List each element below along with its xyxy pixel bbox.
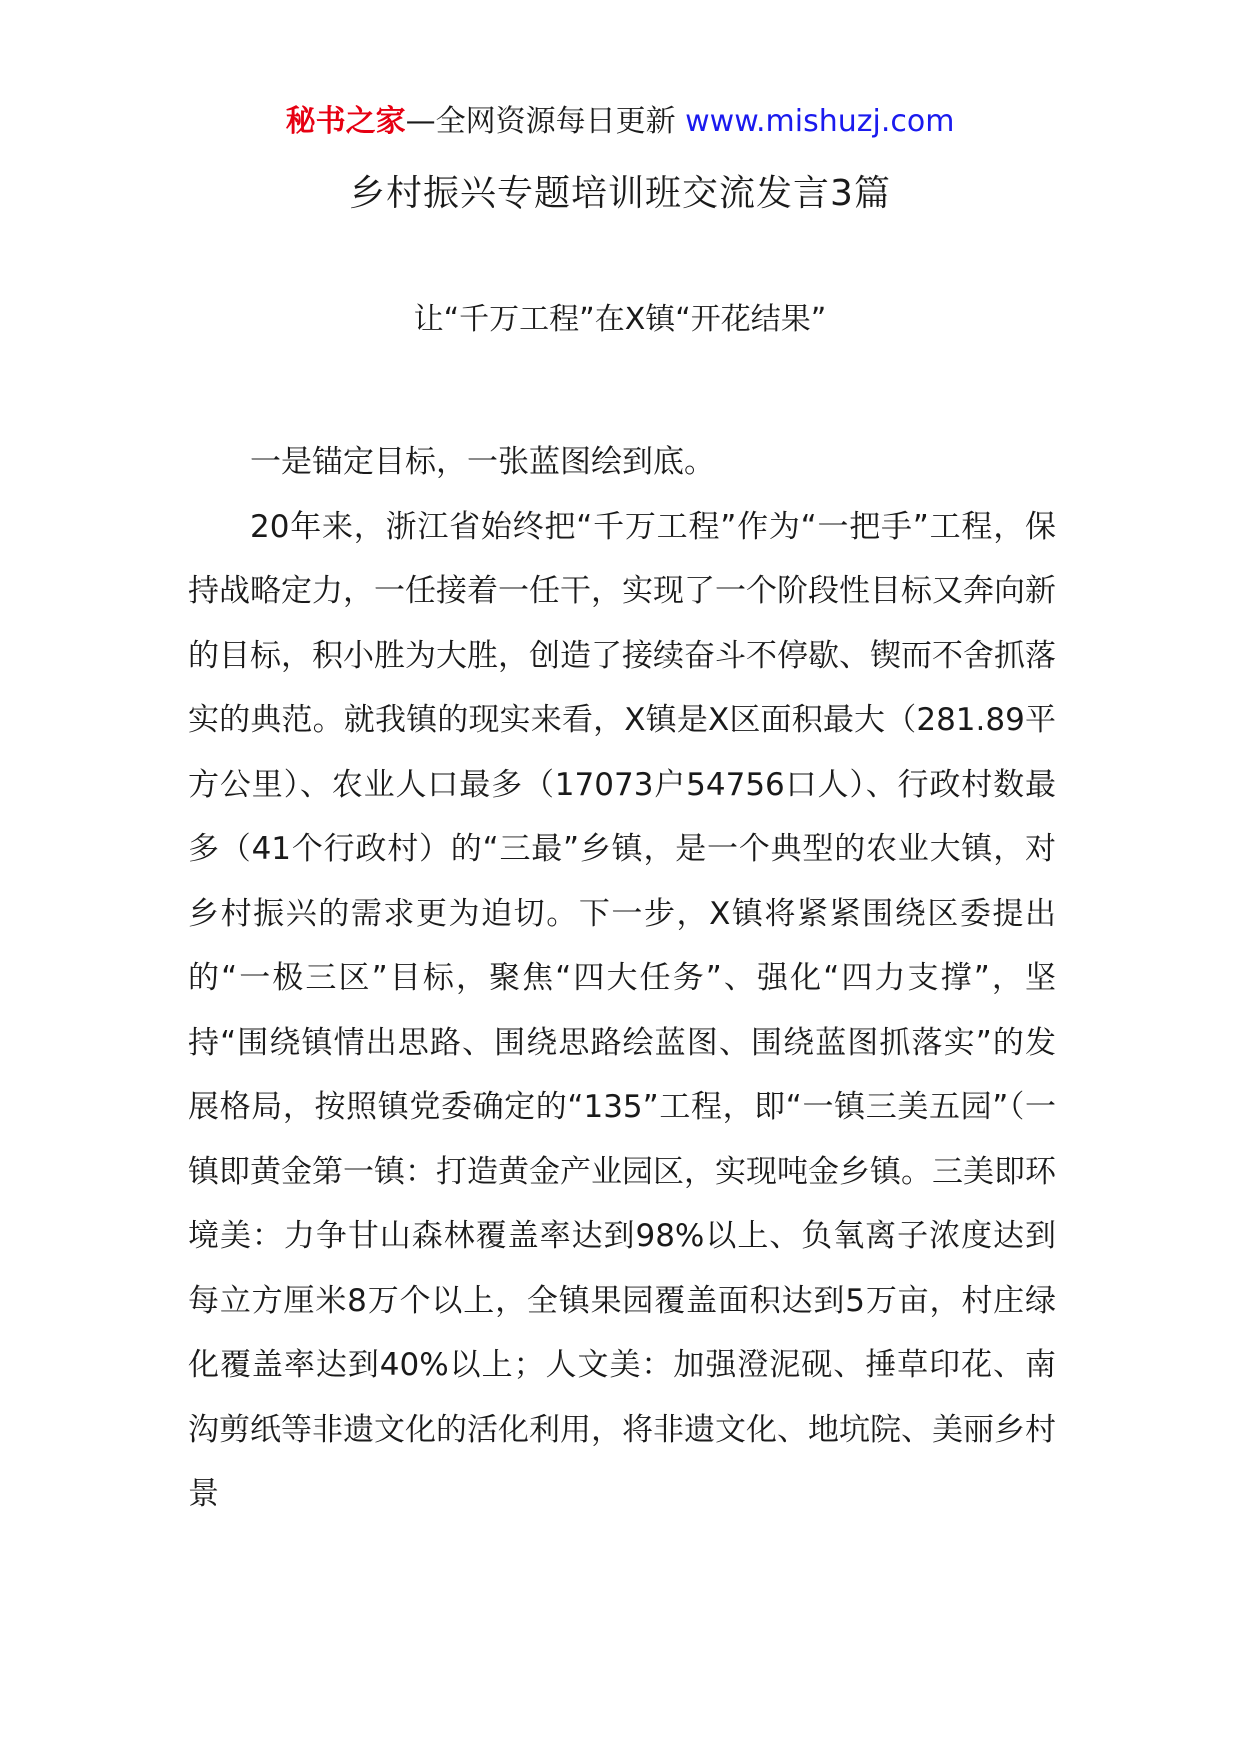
paragraph-heading: 一是锚定目标，一张蓝图绘到底。 xyxy=(250,444,715,480)
site-header xyxy=(0,102,1240,142)
paragraph-body: 20年来，浙江省始终把“千万工程”作为“一把手”工程，保持战略定力，一任接着一任干，实现了一个阶段性目标又奔向新的目标，积小胜为大胜，创造了接续奋斗不停歇、锲而不舍抓落实的典范。就我镇的现实来看，X镇是X区面积最大（281.89平方公里）、农业人口最多（17073户54756口人）、行政村数最多（41个行政村）的“三最”乡镇，是一个典型的农业大镇，对乡村振兴的需求更为迫切。下一步，X镇将紧紧围绕区委提出的“一极三区”目标，聚焦“四大任务”、强化“四力支撑”，坚持“围绕镇情出思路、围绕思路绘蓝图、围绕蓝图抓落实”的发展格局，按照镇党委确定的“135”工程，即“一镇三美五园”（一镇即黄金第一镇：打造黄金产业园区，实现吨金乡镇。三美即环境美：力争甘山森林覆盖率达到98%以上、负氧离子浓度达到每立方厘米8万个以上，全镇果园覆盖面积达到5万亩，村庄绿化覆盖率达到40%以上；人文美：加强澄泥砚、捶草印花、南沟剪纸等非遗文化的活化利用，将非遗文化、地坑院、美丽乡村景 xyxy=(188,508,1056,1512)
brand-name: 秘书之家 xyxy=(285,104,406,139)
document-body xyxy=(188,430,1056,1527)
site-tagline: —全网资源每日更新 xyxy=(405,104,686,139)
site-url-link[interactable]: www.mishuzj.com xyxy=(685,104,955,139)
section-title: 让“千万工程”在X镇“开花结果” xyxy=(413,302,827,337)
document-title: 乡村振兴专题培训班交流发言3篇 xyxy=(349,173,891,214)
